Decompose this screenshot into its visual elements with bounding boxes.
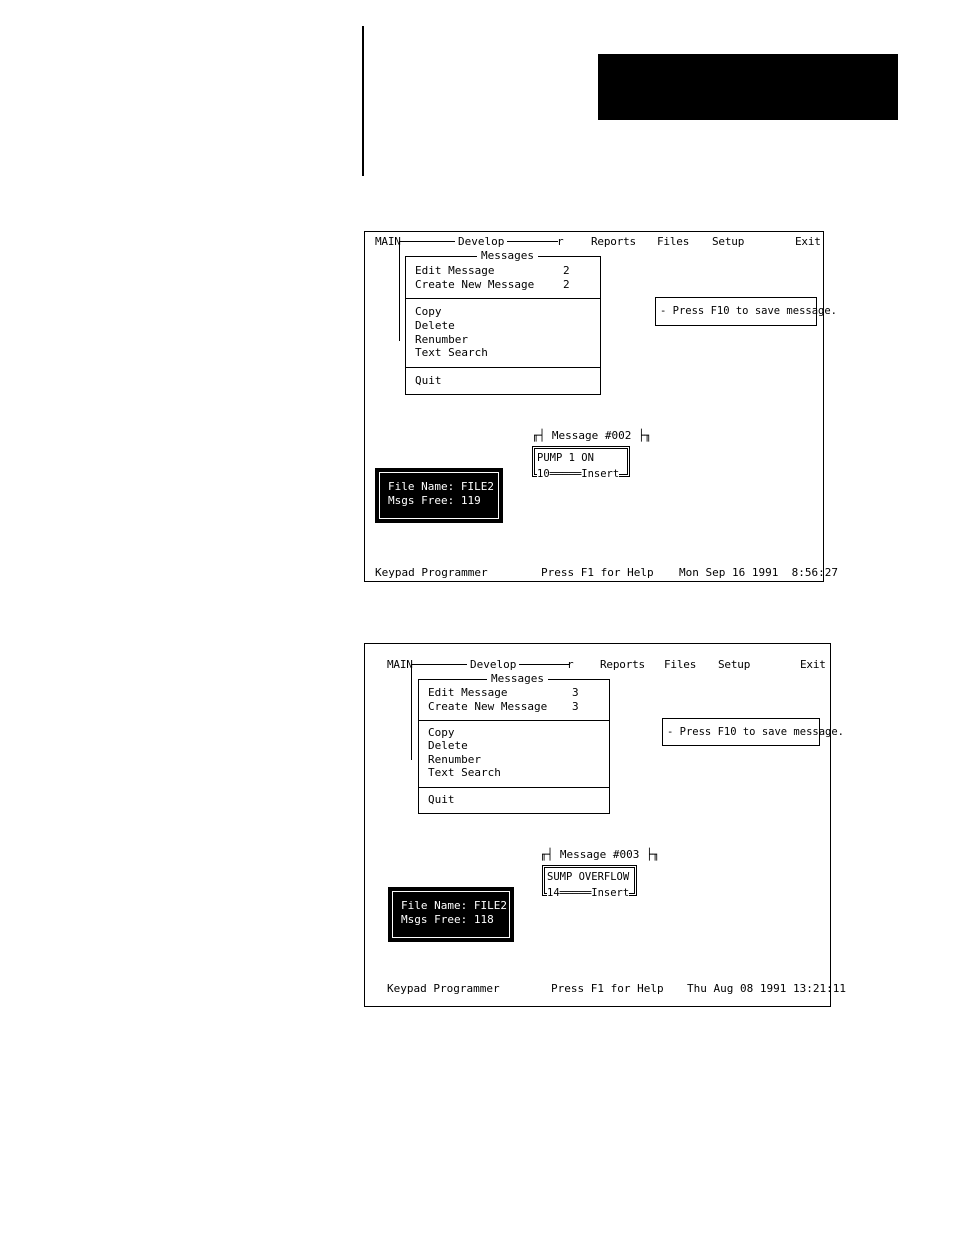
file-info-panel	[375, 468, 503, 523]
menu-item-edit-message[interactable]: Edit Message	[415, 264, 495, 277]
messages-menu-title: Messages	[477, 249, 538, 262]
chapter-header-block	[598, 54, 898, 120]
file-info-inner	[379, 472, 499, 519]
menu-item-quit[interactable]: Quit	[428, 793, 455, 806]
save-hint-text: - Press F10 to save message.	[660, 305, 838, 317]
status-app-name: Keypad Programmer	[387, 982, 500, 995]
status-help: Press F1 for Help	[541, 566, 654, 579]
message-number: Message #002	[551, 429, 632, 442]
menu-files[interactable]: Files	[664, 658, 697, 671]
edit-message-count: 3	[572, 686, 579, 699]
message-title: ╓┤ Message #002 ├╖	[532, 429, 652, 442]
menu-item-delete[interactable]: Delete	[415, 319, 455, 332]
menu-separator	[419, 787, 609, 788]
menu-item-quit[interactable]: Quit	[415, 374, 442, 387]
develop-corner: r	[567, 658, 574, 671]
screen-1	[364, 231, 838, 582]
menu-main[interactable]: MAIN	[387, 658, 413, 671]
menu-separator	[406, 298, 600, 299]
save-hint	[662, 718, 845, 746]
message-editor[interactable]	[532, 446, 630, 480]
menu-separator	[419, 720, 609, 721]
insert-mode: Insert	[581, 468, 620, 480]
status-app-name: Keypad Programmer	[375, 566, 488, 579]
file-name: File Name: FILE2	[401, 899, 507, 912]
menu-develop[interactable]: Develop	[455, 235, 507, 248]
screen-2	[364, 643, 846, 1007]
menu-exit[interactable]: Exit	[795, 235, 821, 248]
message-text[interactable]: PUMP 1 ON	[537, 452, 594, 464]
status-help: Press F1 for Help	[551, 982, 664, 995]
messages-menu	[418, 672, 610, 814]
menu-separator	[406, 367, 600, 368]
menu-item-renumber[interactable]: Renumber	[415, 333, 468, 346]
menu-setup[interactable]: Setup	[712, 235, 745, 248]
status-datetime: Mon Sep 16 1991 8:56:27	[679, 566, 838, 579]
menu-item-renumber[interactable]: Renumber	[428, 753, 481, 766]
develop-corner: r	[557, 235, 564, 248]
message-length: 10	[537, 468, 550, 480]
message-title: ╓┤ Message #003 ├╖	[540, 848, 660, 861]
menu-files[interactable]: Files	[657, 235, 690, 248]
menu-item-text-search[interactable]: Text Search	[428, 766, 501, 779]
file-info-inner	[392, 891, 510, 938]
message-footer: 10═════Insert	[537, 468, 620, 480]
menu-develop[interactable]: Develop	[467, 658, 519, 671]
message-editor[interactable]	[542, 865, 637, 899]
save-hint-text: - Press F10 to save message.	[667, 726, 845, 738]
file-info-panel	[388, 887, 514, 942]
menu-item-text-search[interactable]: Text Search	[415, 346, 488, 359]
messages-menu	[405, 249, 601, 395]
menu-item-copy[interactable]: Copy	[428, 726, 455, 739]
file-name: File Name: FILE2	[388, 480, 494, 493]
save-hint	[655, 297, 838, 326]
menu-exit[interactable]: Exit	[800, 658, 826, 671]
menu-reports[interactable]: Reports	[600, 658, 645, 671]
create-new-message-count: 3	[572, 700, 579, 713]
menu-setup[interactable]: Setup	[718, 658, 751, 671]
message-length: 14	[547, 887, 560, 899]
margin-rule	[362, 26, 364, 176]
edit-message-count: 2	[563, 264, 570, 277]
insert-mode: Insert	[591, 887, 630, 899]
msgs-free: Msgs Free: 119	[388, 494, 481, 507]
menu-item-create-new-message[interactable]: Create New Message	[415, 278, 535, 291]
msgs-free: Msgs Free: 118	[401, 913, 494, 926]
menu-item-edit-message[interactable]: Edit Message	[428, 686, 508, 699]
menu-main[interactable]: MAIN	[375, 235, 401, 248]
messages-menu-title: Messages	[487, 672, 548, 685]
status-datetime: Thu Aug 08 1991 13:21:11	[687, 982, 846, 995]
message-number: Message #003	[559, 848, 640, 861]
create-new-message-count: 2	[563, 278, 570, 291]
menu-item-delete[interactable]: Delete	[428, 739, 468, 752]
menu-reports[interactable]: Reports	[591, 235, 636, 248]
message-footer: 14═════Insert	[547, 887, 630, 899]
message-text[interactable]: SUMP OVERFLOW	[547, 871, 630, 883]
menu-item-create-new-message[interactable]: Create New Message	[428, 700, 548, 713]
menu-item-copy[interactable]: Copy	[415, 305, 442, 318]
